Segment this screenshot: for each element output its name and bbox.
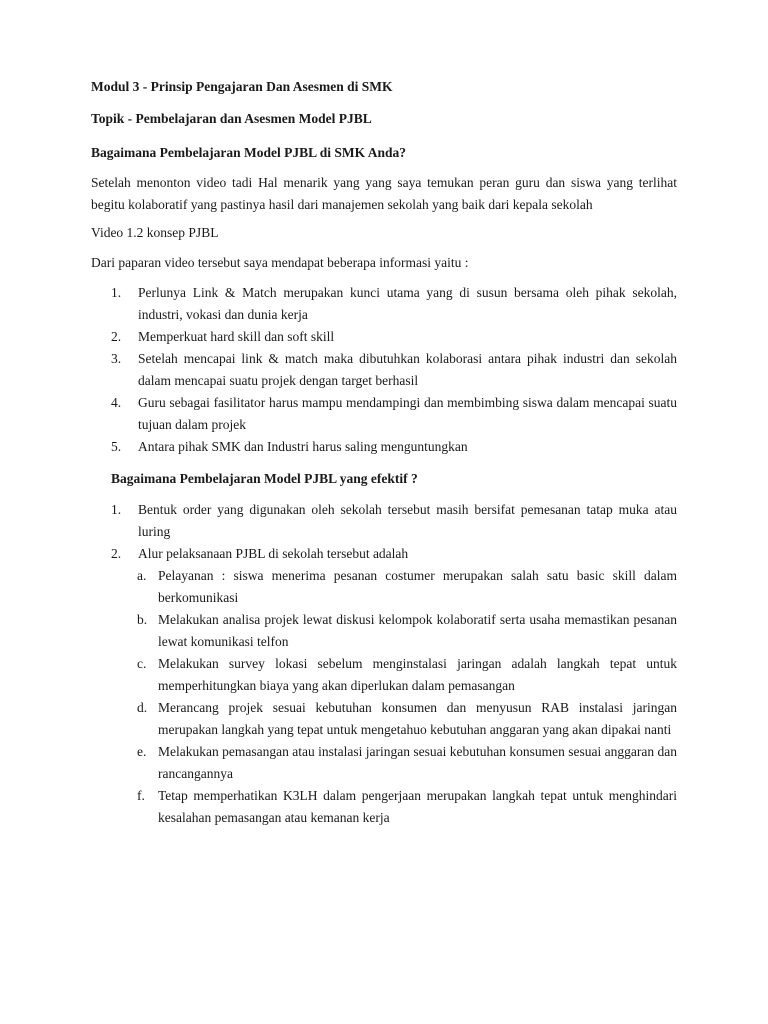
module-title: Modul 3 - Prinsip Pengajaran Dan Asesmen di SMK [91,79,393,94]
sublist-letter: d. [137,700,148,715]
list-text: Guru sebagai fasilitator harus mampu mendampingi dan membimbing siswa dalam mencapai suatu tujuan dalam projek [138,395,677,432]
list-number: 1. [111,502,122,517]
list-text: Bentuk order yang digunakan oleh sekolah tersebut masih bersifat pemesanan tatap muka atau luring [138,502,677,539]
question-heading-1: Bagaimana Pembelajaran Model PJBL di SMK Anda? [91,145,407,160]
list-item [91,348,677,392]
sublist-item [91,565,677,609]
list-number: 4. [111,395,122,410]
list-number: 2. [111,329,122,344]
sublist-letter: c. [137,656,147,671]
list-item [91,326,677,348]
list-text: Antara pihak SMK dan Industri harus saling menguntungkan [138,439,468,454]
list-text: Perlunya Link & Match merupakan kunci utama yang di susun bersama oleh pihak sekolah, industri, vokasi dan dunia kerja [138,285,677,322]
list-number: 5. [111,439,122,454]
question-heading-2: Bagaimana Pembelajaran Model PJBL yang efektif ? [111,471,418,486]
sublist-text: Melakukan analisa projek lewat diskusi kelompok kolaboratif serta usaha memastikan pesanan lewat komunikasi telfon [158,612,677,649]
information-list [91,282,677,458]
sublist-item [91,609,677,653]
sublist-text: Melakukan pemasangan atau instalasi jaringan sesuai kebutuhan konsumen sesuai anggaran dan rancangannya [158,744,677,781]
sublist-text: Tetap memperhatikan K3LH dalam pengerjaan merupakan langkah tepat untuk menghindari kesalahan pemasangan atau kemanan kerja [158,788,677,825]
list-text: Memperkuat hard skill dan soft skill [138,329,335,344]
list-number: 3. [111,351,122,366]
topic-title: Topik - Pembelajaran dan Asesmen Model PJBL [91,111,372,126]
list-number: 1. [111,285,122,300]
sublist-item [91,697,677,741]
paragraph-observation: Setelah menonton video tadi Hal menarik yang yang saya temukan peran guru dan siswa yang terlihat begitu kolaboratif yang pastinya hasil dari manajemen sekolah yang baik dari kepala sekolah [91,175,677,212]
sublist-letter: f. [137,788,145,803]
document-body [91,77,677,829]
list-text: Setelah mencapai link & match maka dibutuhkan kolaborasi antara pihak industri dan sekolah dalam mencapai suatu projek dengan target berhasil [138,351,677,388]
sublist-text: Pelayanan : siswa menerima pesanan costumer merupakan salah satu basic skill dalam berkomunikasi [158,568,677,605]
list-item [91,392,677,436]
implementation-steps-sublist [91,565,677,829]
sublist-letter: a. [137,568,147,583]
effective-pjbl-list [91,499,677,565]
paragraph-intro: Dari paparan video tersebut saya mendapat beberapa informasi yaitu : [91,255,469,270]
list-item [91,282,677,326]
sublist-letter: b. [137,612,148,627]
sublist-text: Merancang projek sesuai kebutuhan konsumen dan menyusun RAB instalasi jaringan merupakan langkah yang tepat untuk mengetahuo kebutuhan anggaran yang akan dipakai nanti [158,700,677,737]
list-number: 2. [111,546,122,561]
list-item [91,499,677,543]
sublist-item [91,741,677,785]
sublist-item [91,785,677,829]
video-label: Video 1.2 konsep PJBL [91,225,219,240]
sublist-item [91,653,677,697]
sublist-text: Melakukan survey lokasi sebelum menginstalasi jaringan adalah langkah tepat untuk memperhitungkan biaya yang akan diperlukan dalam pemasangan [158,656,677,693]
list-item [91,543,677,565]
list-text: Alur pelaksanaan PJBL di sekolah tersebut adalah [138,546,409,561]
list-item [91,436,677,458]
sublist-letter: e. [137,744,147,759]
